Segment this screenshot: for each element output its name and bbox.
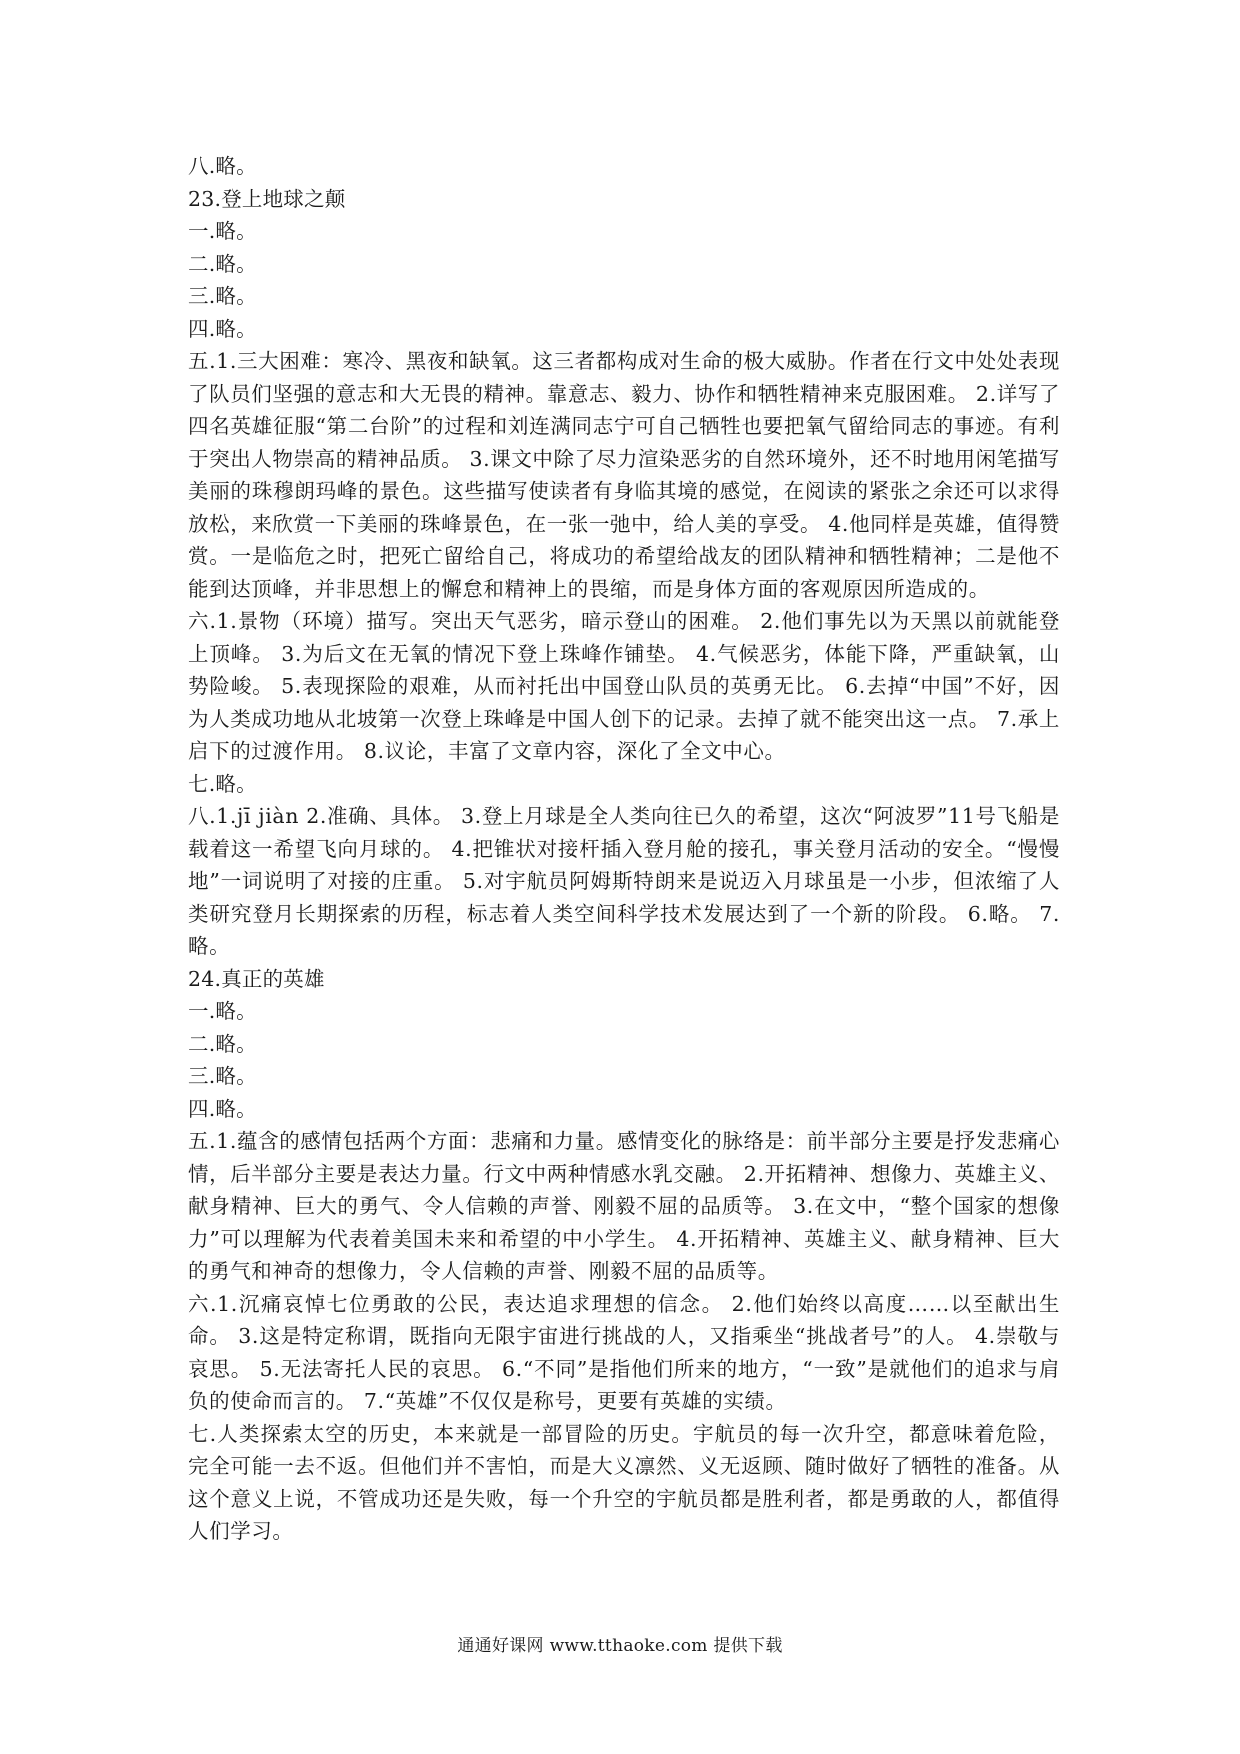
answer-line: 四.略。 [188,316,257,341]
answer-line: 四.略。 [188,1096,257,1121]
answer-line: 一.略。 [188,999,257,1023]
answer-paragraph: 六.1.沉痛哀悼七位勇敢的公民，表达追求理想的信念。 2.他们始终以高度……以至献出生命。 3.这是特定称谓，既指向无限宇宙进行挑战的人，又指乘坐“挑战者号”的人。 4.崇敬与哀思。 5.无法寄托人民的哀思。 6.“不同”是指他们所来的地方，“一致”是就他们的追求与肩负的使命而言的。 7.“英雄”不仅仅是称号，更要有英雄的实绩。 [188,1291,1060,1413]
lesson-heading: 23.登上地球之颠 [188,186,346,211]
answer-line: 一.略。 [188,219,257,243]
lesson-heading: 24.真正的英雄 [188,966,325,991]
page-footer: 通通好课网 www.tthaoke.com 提供下载 [457,1636,783,1656]
document-body [188,150,1060,1548]
answer-paragraph: 七.人类探索太空的历史，本来就是一部冒险的历史。宇航员的每一次升空，都意味着危险，完全可能一去不返。但他们并不害怕，而是大义凛然、义无返顾、随时做好了牺牲的准备。从这个意义上说，不管成功还是失败，每一个升空的宇航员都是胜利者，都是勇敢的人，都值得人们学习。 [188,1421,1060,1543]
answer-line: 三.略。 [188,284,257,308]
answer-paragraph: 五.1.三大困难：寒冷、黑夜和缺氧。这三者都构成对生命的极大威胁。作者在行文中处处表现了队员们坚强的意志和大无畏的精神。靠意志、毅力、协作和牺牲精神来克服困难。 2.详写了四名英雄征服“第二台阶”的过程和刘连满同志宁可自己牺牲也要把氧气留给同志的事迹。有利于突出人物崇高的精神品质。 3.课文中除了尽力渲染恶劣的自然环境外，还不时地用闲笔描写美丽的珠穆朗玛峰的景色。这些描写使读者有身临其境的感觉，在阅读的紧张之余还可以求得放松，来欣赏一下美丽的珠峰景色，在一张一弛中，给人美的享受。 4.他同样是英雄，值得赞赏。一是临危之时，把死亡留给自己，将成功的希望给战友的团队精神和牺牲精神；二是他不能到达顶峰，并非思想上的懈怠和精神上的畏缩，而是身体方面的客观原因所造成的。 [188,349,1060,601]
answer-line: 八.略。 [188,154,257,178]
answer-line: 三.略。 [188,1064,257,1088]
answer-paragraph: 六.1.景物（环境）描写。突出天气恶劣，暗示登山的困难。 2.他们事先以为天黑以前就能登上顶峰。 3.为后文在无氧的情况下登上珠峰作铺垫。 4.气候恶劣，体能下降，严重缺氧，山势险峻。 5.表现探险的艰难，从而衬托出中国登山队员的英勇无比。 6.去掉“中国”不好，因为人类成功地从北坡第一次登上珠峰是中国人创下的记录。去掉了就不能突出这一点。 7.承上启下的过渡作用。 8.议论，丰富了文章内容，深化了全文中心。 [188,609,1060,763]
answer-line: 二.略。 [188,251,257,276]
answer-paragraph: 八.1.jī jiàn 2.准确、具体。 3.登上月球是全人类向往已久的希望，这次“阿波罗”11号飞船是载着这一希望飞向月球的。 4.把锥状对接杆插入登月舱的接孔，事关登月活动的安全。“慢慢地”一词说明了对接的庄重。 5.对宇航员阿姆斯特朗来是说迈入月球虽是一小步，但浓缩了人类研究登月长期探索的历程，标志着人类空间科学技术发展达到了一个新的阶段。 6.略。 7.略。 [188,804,1060,958]
answer-line: 七.略。 [188,771,257,796]
answer-paragraph: 五.1.蕴含的感情包括两个方面：悲痛和力量。感情变化的脉络是：前半部分主要是抒发悲痛心情，后半部分主要是表达力量。行文中两种情感水乳交融。 2.开拓精神、想像力、英雄主义、献身精神、巨大的勇气、令人信赖的声誉、刚毅不屈的品质等。 3.在文中，“整个国家的想像力”可以理解为代表着美国未来和希望的中小学生。 4.开拓精神、英雄主义、献身精神、巨大的勇气和神奇的想像力，令人信赖的声誉、刚毅不屈的品质等。 [188,1129,1060,1283]
answer-line: 二.略。 [188,1031,257,1056]
